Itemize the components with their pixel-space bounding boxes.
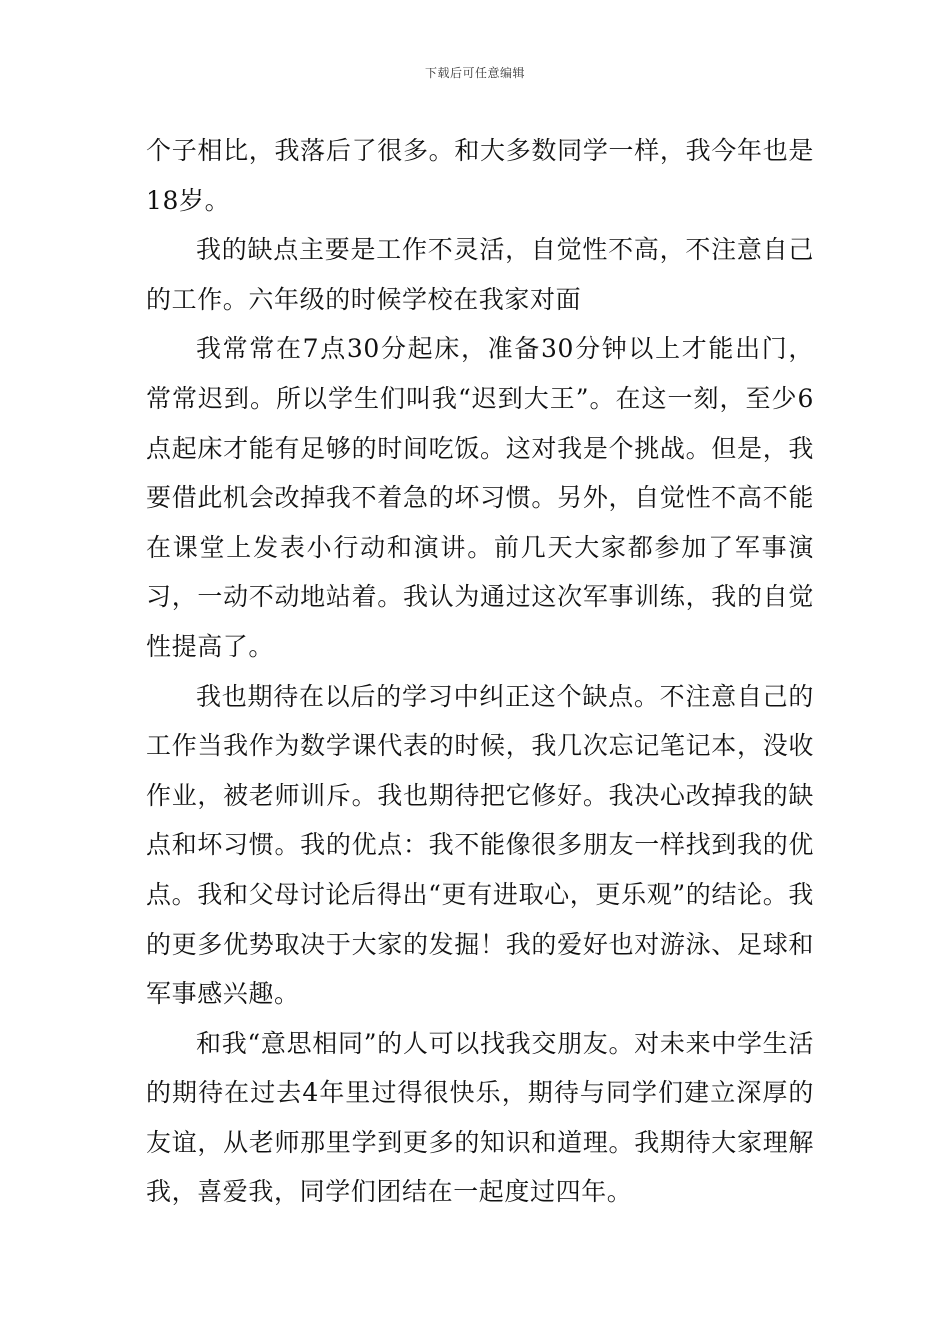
paragraph-strengths-hobbies: 我也期待在以后的学习中纠正这个缺点。不注意自己的工作当我作为数学课代表的时候，我几次忘记笔记本，没收作业，被老师训斥。我也期待把它修好。我决心改掉我的缺点和坏习惯。我的优点：我不能像很多朋友一样找到我的优点。我和父母讨论后得出“更有进取心，更乐观”的结论。我的更多优势取决于大家的发掘！我的爱好也对游泳、足球和军事感兴趣。 [146, 681, 814, 1009]
paragraph-late-habit: 我常常在7点30分起床，准备30分钟以上才能出门，常常迟到。所以学生们叫我“迟到大王”。在这一刻，至少6点起床才能有足够的时间吃饭。这对我是个挑战。但是，我要借此机会改掉我不着急的坏习惯。另外，自觉性不高不能在课堂上发表小行动和演讲。前几天大家都参加了军事演习，一动不动地站着。我认为通过这次军事训练，我的自觉性提高了。 [146, 334, 814, 661]
document-body [146, 126, 814, 1217]
paragraph-continuation: 个子相比，我落后了很多。和大多数同学一样，我今年也是18岁。 [146, 136, 814, 215]
paragraph-shortcomings: 我的缺点主要是工作不灵活，自觉性不高，不注意自己的工作。六年级的时候学校在我家对面 [146, 235, 814, 314]
paragraph-future-expectations: 和我“意思相同”的人可以找我交朋友。对未来中学生活的期待在过去4年里过得很快乐，期待与同学们建立深厚的友谊，从老师那里学到更多的知识和道理。我期待大家理解我，喜爱我，同学们团结在一起度过四年。 [146, 1028, 814, 1207]
page-header: 下载后可任意编辑 [424, 66, 525, 80]
